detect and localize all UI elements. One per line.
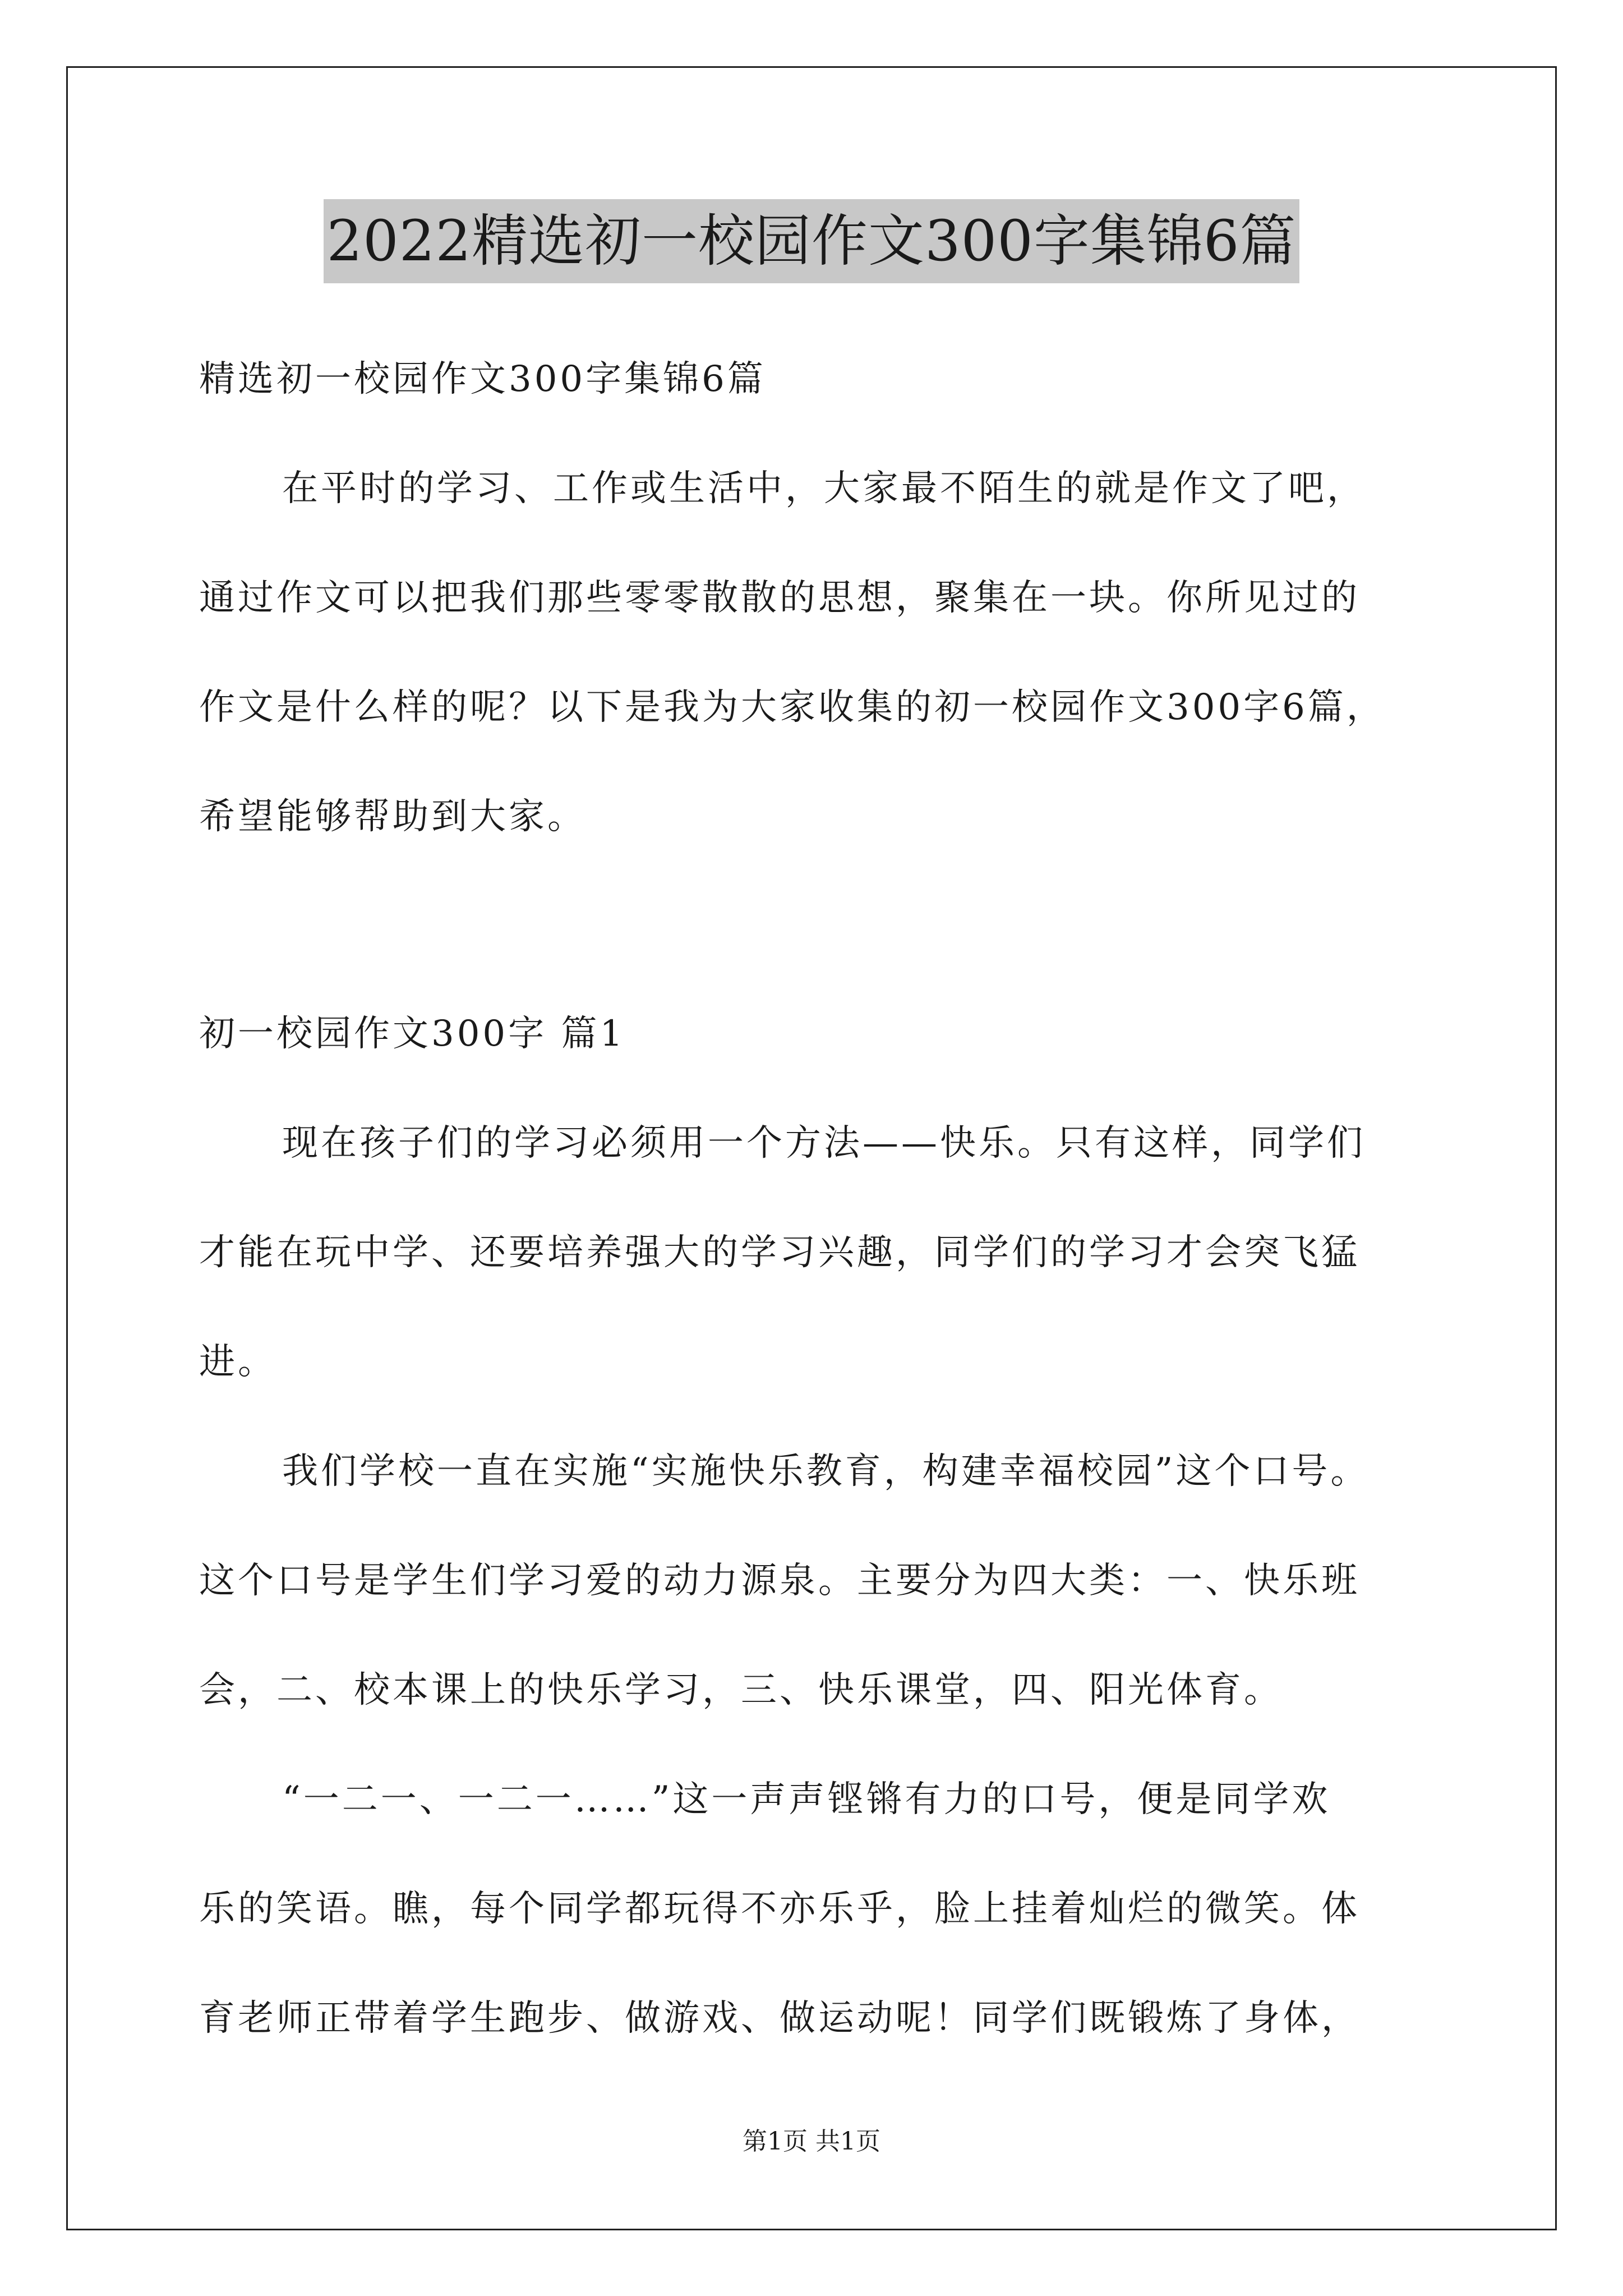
para1-line-1: 现在孩子们的学习必须用一个方法——快乐。只有这样，同学们 (282, 1122, 1366, 1164)
para3-line-2: 乐的笑语。瞧，每个同学都玩得不亦乐乎，脸上挂着灿烂的微笑。体 (199, 1888, 1360, 1930)
intro-line-3: 作文是什么样的呢？以下是我为大家收集的初一校园作文300字6篇， (199, 687, 1385, 728)
page-footer: 第1页 共1页 (743, 2127, 880, 2156)
intro-line-2: 通过作文可以把我们那些零零散散的思想，聚集在一块。你所见过的 (199, 577, 1360, 619)
page-title: 2022精选初一校园作文300字集锦6篇 (324, 199, 1300, 283)
para2-line-3: 会，二、校本课上的快乐学习，三、快乐课堂，四、阳光体育。 (199, 1669, 1283, 1711)
section-heading: 初一校园作文300字 篇1 (199, 1013, 626, 1055)
para1-line-2: 才能在玩中学、还要培养强大的学习兴趣，同学们的学习才会突飞猛 (199, 1232, 1360, 1273)
para1-line-3: 进。 (199, 1341, 276, 1383)
para3-line-3: 育老师正带着学生跑步、做游戏、做运动呢！同学们既锻炼了身体， (199, 1998, 1360, 2039)
para2-line-1: 我们学校一直在实施“实施快乐教育，构建幸福校园”这个口号。 (282, 1451, 1370, 1492)
para2-line-2: 这个口号是学生们学习爱的动力源泉。主要分为四大类：一、快乐班 (199, 1560, 1360, 1602)
intro-line-4: 希望能够帮助到大家。 (199, 796, 586, 838)
intro-line-1: 在平时的学习、工作或生活中，大家最不陌生的就是作文了吧， (282, 468, 1366, 509)
title-container (0, 199, 1623, 283)
para3-line-1: “一二一、一二一……”这一声声铿锵有力的口号，便是同学欢 (282, 1779, 1331, 1820)
subtitle: 精选初一校园作文300字集锦6篇 (199, 358, 766, 400)
